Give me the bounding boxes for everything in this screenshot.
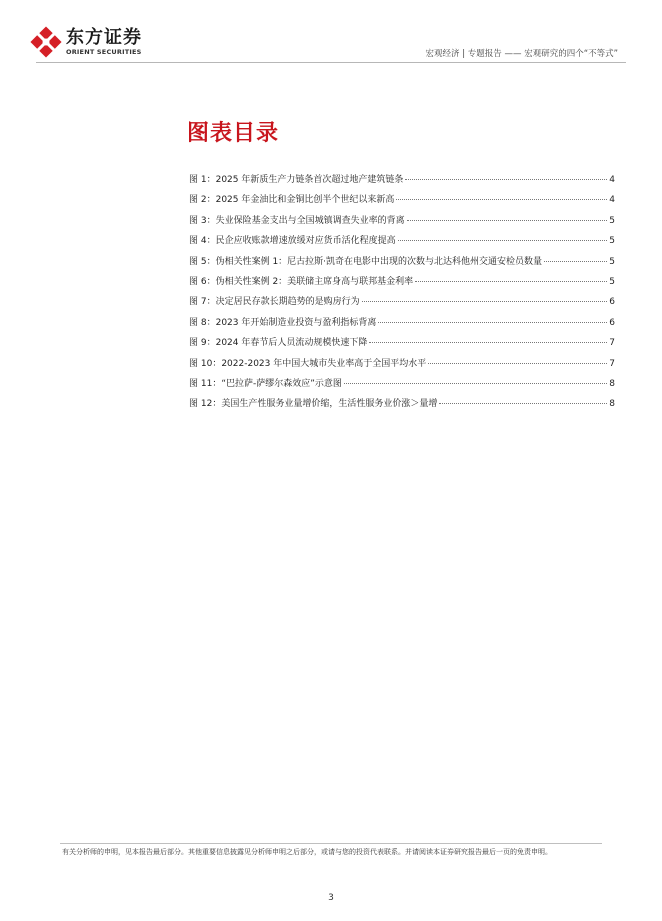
footer-divider [60, 843, 602, 844]
toc-title: 图表目录 [187, 121, 280, 146]
toc-item-label: 图 3：失业保险基金支出与全国城镇调查失业率的背离 [189, 215, 405, 226]
toc-item-page: 5 [609, 236, 615, 247]
logo-chinese-name: 东方证券 [66, 27, 142, 48]
toc-item-label: 图 4：民企应收账款增速放缓对应货币活化程度提高 [189, 236, 396, 247]
toc-item-page: 6 [609, 297, 615, 308]
toc-dot-leader [362, 301, 608, 302]
toc-dot-leader [407, 220, 608, 221]
toc-item[interactable] [189, 254, 615, 274]
toc-item[interactable] [189, 172, 615, 192]
toc-item-page: 5 [609, 276, 615, 287]
toc-dot-leader [344, 383, 607, 384]
toc-dot-leader [415, 281, 607, 282]
toc-item[interactable] [189, 274, 615, 294]
toc-dot-leader [544, 261, 607, 262]
toc-item-label: 图 6：伪相关性案例 2：美联储主席身高与联邦基金利率 [189, 276, 414, 287]
toc-item-page: 7 [609, 358, 615, 369]
toc-item-label: 图 1：2025 年新质生产力链条首次超过地产建筑链条 [189, 175, 404, 185]
toc-item-page: 8 [609, 378, 615, 389]
toc-item[interactable] [189, 233, 615, 253]
toc-item-label: 图 9：2024 年春节后人员流动规模快速下降 [189, 338, 368, 349]
toc-item-page: 4 [609, 195, 615, 206]
toc-item-page: 4 [609, 175, 615, 185]
toc-item-label: 图 10：2022-2023 年中国大城市失业率高于全国平均水平 [189, 358, 427, 369]
toc-item[interactable] [189, 396, 615, 416]
toc-item[interactable] [189, 335, 615, 355]
toc-dot-leader [428, 363, 607, 364]
toc-item-page: 5 [609, 215, 615, 226]
page-number: 3 [328, 893, 334, 903]
toc-dot-leader [378, 322, 607, 323]
orient-logo-icon [30, 26, 62, 58]
toc-dot-leader [398, 240, 608, 241]
toc-item[interactable] [189, 356, 615, 376]
footer-disclaimer: 有关分析师的申明，见本报告最后部分。其他重要信息披露见分析师申明之后部分，或请与您的投资代表联系。并请阅读本证券研究报告最后一页的免责申明。 [62, 848, 552, 856]
toc-list [189, 172, 615, 417]
logo-english-name: ORIENT SECURITIES [66, 48, 142, 56]
report-breadcrumb: 宏观经济 | 专题报告 —— 宏观研究的四个“不等式” [425, 49, 618, 59]
toc-item[interactable] [189, 376, 615, 396]
toc-item-label: 图 5：伪相关性案例 1：尼古拉斯·凯奇在电影中出现的次数与北达科他州交通安检员数量 [189, 256, 543, 267]
toc-dot-leader [396, 199, 607, 200]
toc-item-page: 7 [609, 338, 615, 349]
toc-item[interactable] [189, 294, 615, 314]
toc-dot-leader [405, 179, 607, 180]
toc-item-label: 图 12：美国生产性服务业量增价缩，生活性服务业价涨＞量增 [189, 399, 438, 410]
toc-item-page: 5 [609, 256, 615, 267]
toc-item-label: 图 11：“巴拉萨-萨缪尔森效应”示意图 [189, 378, 342, 389]
toc-dot-leader [369, 342, 607, 343]
company-logo [30, 26, 142, 58]
toc-item[interactable] [189, 315, 615, 335]
toc-item-label: 图 8：2023 年开始制造业投资与盈利指标背离 [189, 317, 377, 328]
header-divider [36, 62, 626, 63]
toc-dot-leader [439, 403, 607, 404]
toc-item-page: 6 [609, 317, 615, 328]
toc-item[interactable] [189, 192, 615, 212]
toc-item[interactable] [189, 213, 615, 233]
toc-item-label: 图 2：2025 年金油比和金铜比创半个世纪以来新高 [189, 195, 395, 206]
toc-item-page: 8 [609, 399, 615, 410]
toc-item-label: 图 7：决定居民存款长期趋势的是购房行为 [189, 297, 360, 308]
